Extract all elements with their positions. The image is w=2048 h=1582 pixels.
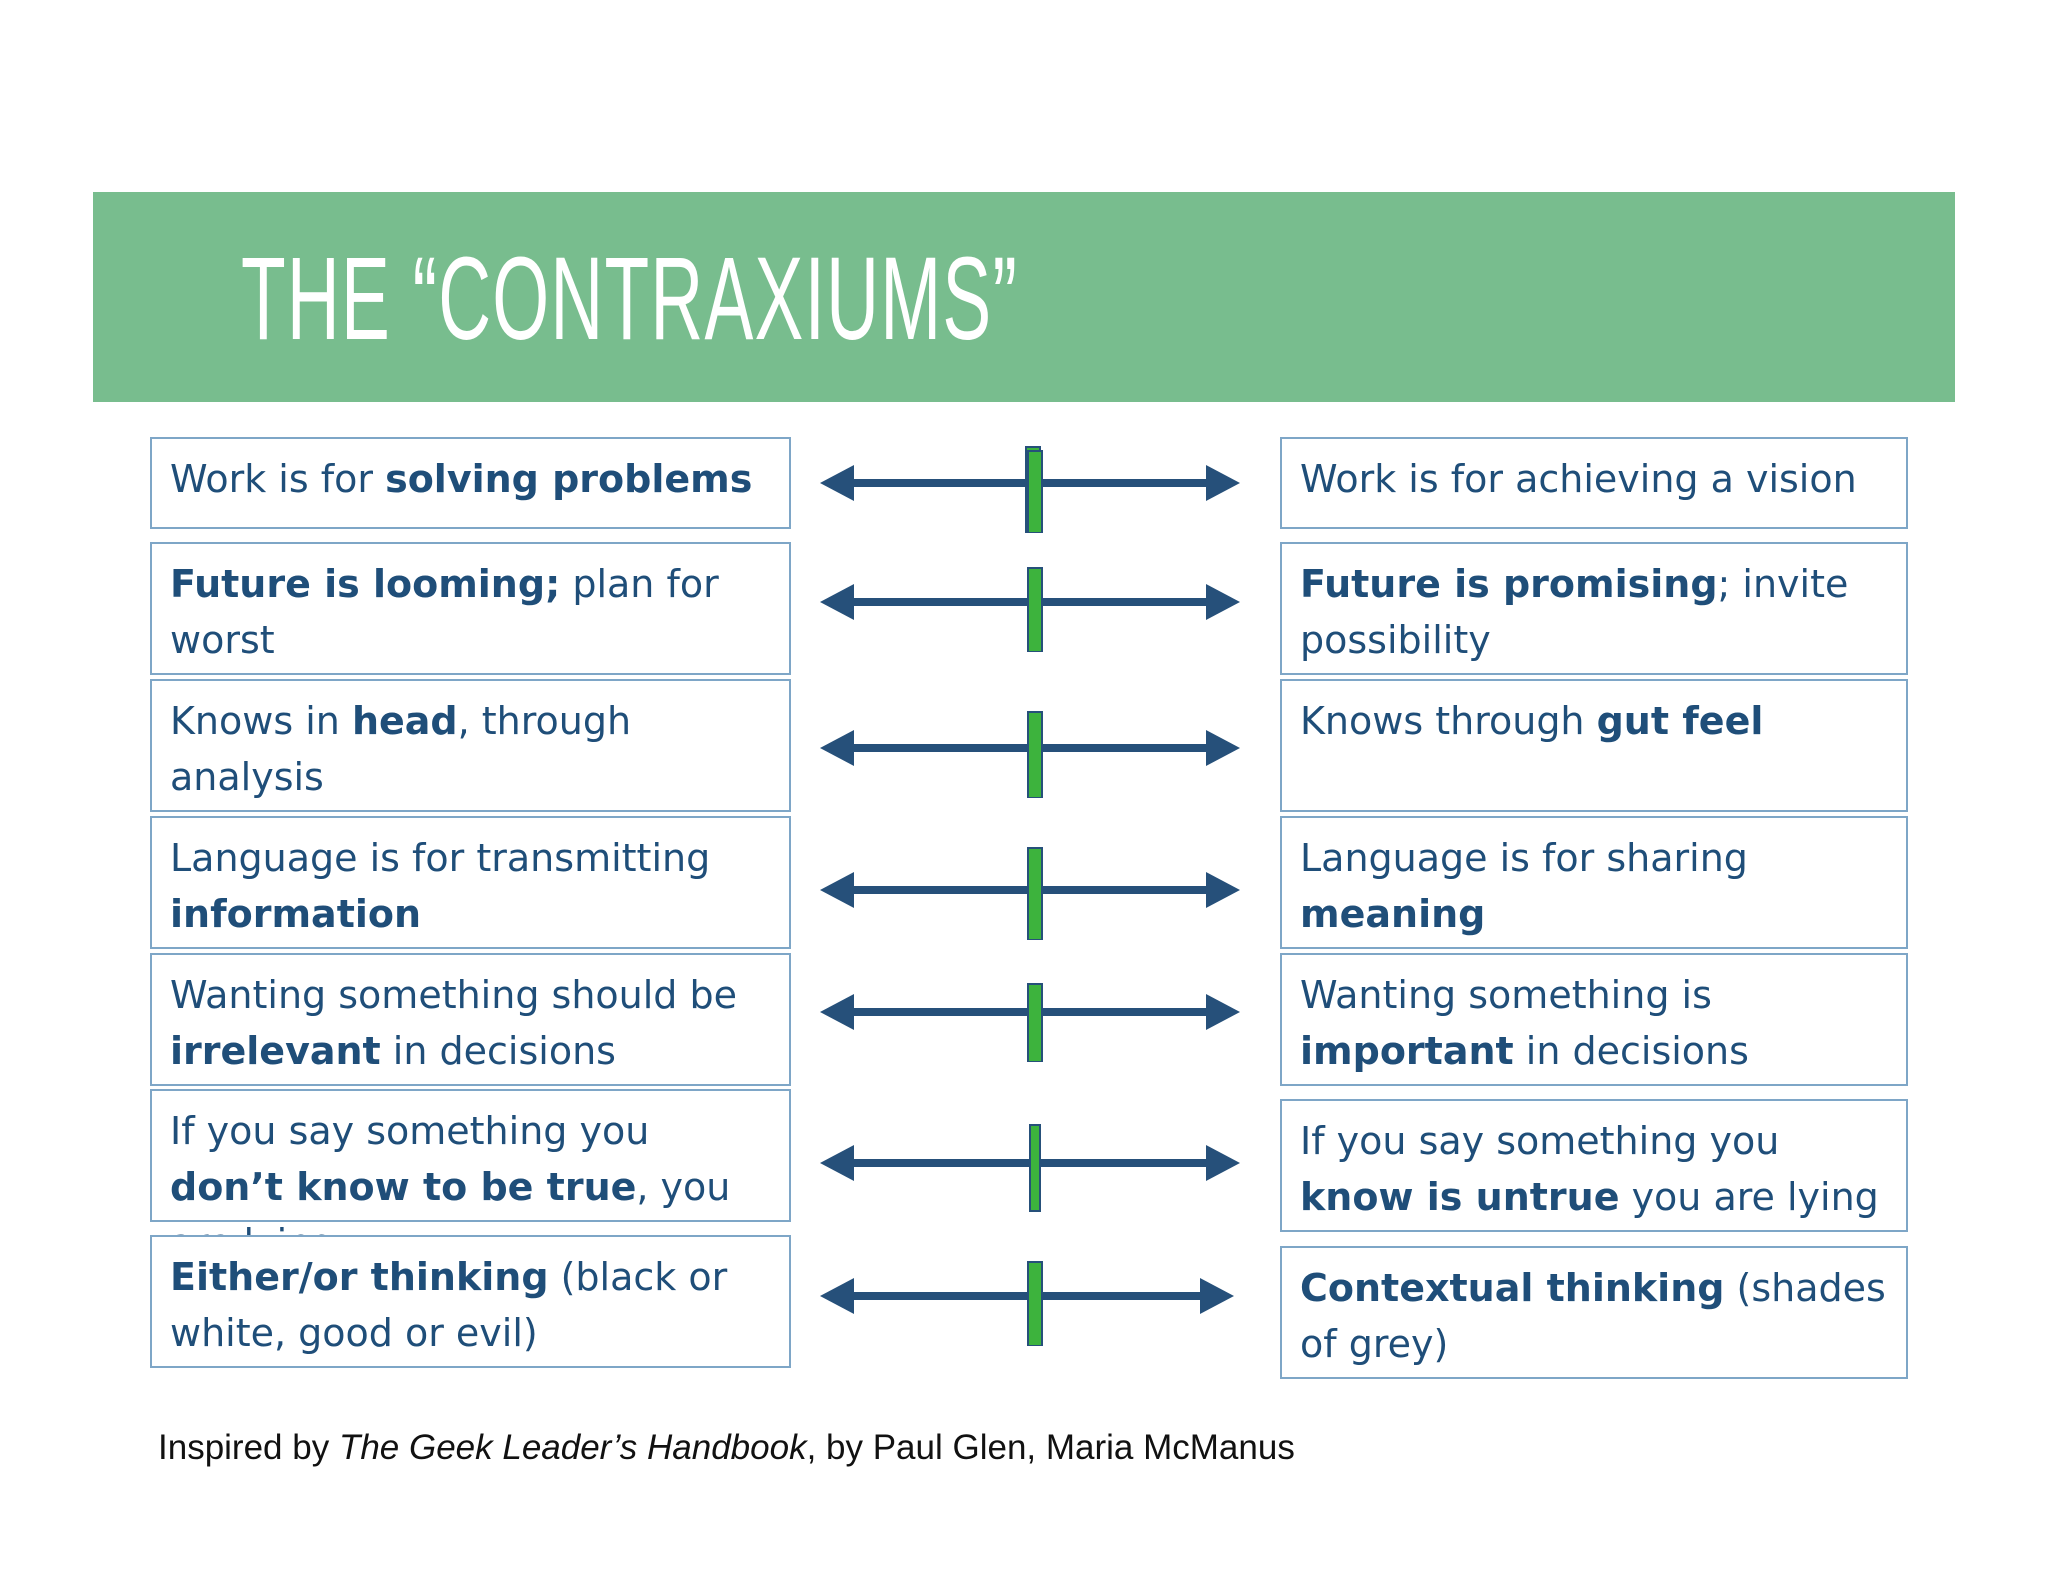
right-statement-1-text-plain: Work is for achieving a vision — [1300, 457, 1857, 501]
spectrum-arrow-5 — [820, 962, 1240, 1062]
page-title: THE “CONTRAXIUMS” — [241, 233, 1019, 365]
right-statement-7-text-plain: (shades of grey) — [1300, 1266, 1886, 1366]
left-statement-5-text-bold: irrelevant — [170, 1029, 381, 1073]
right-statement-2 — [1280, 542, 1908, 675]
right-statement-6 — [1280, 1099, 1908, 1232]
right-statement-2-text-bold: Future is promising — [1300, 562, 1718, 606]
right-statement-6-text-plain: If you say something you — [1300, 1119, 1780, 1163]
right-statement-4-text-plain: Language is for sharing — [1300, 836, 1748, 880]
right-statement-1 — [1280, 437, 1908, 529]
left-statement-6-text-plain: , you — [636, 1165, 731, 1209]
right-statement-5 — [1280, 953, 1908, 1086]
spectrum-arrow-3 — [820, 698, 1240, 798]
right-statement-6-text-bold: know is untrue — [1300, 1175, 1620, 1219]
left-statement-7-text-bold: Either/or thinking — [170, 1255, 549, 1299]
spectrum-marker-6 — [1030, 1125, 1040, 1211]
left-statement-3-text-plain: , through analysis — [170, 699, 632, 799]
right-statement-3 — [1280, 679, 1908, 812]
spectrum-arrow-7 — [820, 1246, 1240, 1346]
right-statement-4-text-bold: meaning — [1300, 892, 1486, 936]
right-statement-2-text-plain: ; invite possibility — [1300, 562, 1849, 662]
source-credit-book: The Geek Leader’s Handbook — [338, 1428, 807, 1467]
left-statement-2-text-bold: Future is looming; — [170, 562, 561, 606]
right-statement-3-text-plain: Knows through — [1300, 699, 1597, 743]
left-statement-3-text-plain: Knows in — [170, 699, 352, 743]
left-statement-4-text-plain: Language is for transmitting — [170, 836, 711, 880]
left-statement-5-text-plain: in decisions — [380, 1029, 616, 1073]
source-credit-prefix: Inspired by — [158, 1428, 339, 1467]
left-statement-7 — [150, 1235, 791, 1368]
left-statement-5 — [150, 953, 791, 1086]
left-statement-6 — [150, 1089, 791, 1222]
spectrum-marker-5 — [1028, 984, 1042, 1062]
right-statement-6-text-plain: you are lying — [1619, 1175, 1879, 1219]
right-statement-7 — [1280, 1246, 1908, 1379]
left-statement-7-text-plain: (black or white, good or evil) — [170, 1255, 728, 1355]
left-statement-3 — [150, 679, 791, 812]
title-banner — [93, 192, 1955, 402]
left-statement-2 — [150, 542, 791, 675]
source-credit-suffix: , by Paul Glen, Maria McManus — [806, 1428, 1295, 1467]
spectrum-arrow-1 — [820, 433, 1240, 533]
source-credit — [158, 1418, 1295, 1478]
right-statement-3-text-bold: gut feel — [1596, 699, 1764, 743]
right-statement-5-text-plain: in decisions — [1513, 1029, 1749, 1073]
left-statement-3-text-bold: head — [351, 699, 458, 743]
left-statement-4 — [150, 816, 791, 949]
left-statement-2-text-plain: plan for worst — [170, 562, 719, 662]
left-statement-5-text-plain: Wanting something should be — [170, 973, 737, 1017]
left-statement-4-text-bold: information — [170, 892, 422, 936]
right-statement-4 — [1280, 816, 1908, 949]
left-statement-6-text-bold: don’t know to be true — [170, 1165, 637, 1209]
spectrum-arrow-4 — [820, 840, 1240, 940]
left-statement-1 — [150, 437, 791, 529]
left-statement-1-text-plain: Work is for — [170, 457, 386, 501]
right-statement-7-text-bold: Contextual thinking — [1300, 1266, 1725, 1310]
spectrum-marker-3 — [1028, 712, 1042, 798]
spectrum-marker-2 — [1028, 568, 1042, 652]
spectrum-marker-4 — [1028, 848, 1042, 940]
right-statement-5-text-bold: important — [1300, 1029, 1514, 1073]
left-statement-6-text-plain: If you say something you — [170, 1109, 650, 1153]
spectrum-arrow-2 — [820, 552, 1240, 652]
spectrum-marker-7 — [1028, 1262, 1042, 1346]
right-statement-5-text-plain: Wanting something is — [1300, 973, 1712, 1017]
spectrum-arrow-6 — [820, 1113, 1240, 1213]
left-statement-1-text-bold: solving problems — [385, 457, 753, 501]
